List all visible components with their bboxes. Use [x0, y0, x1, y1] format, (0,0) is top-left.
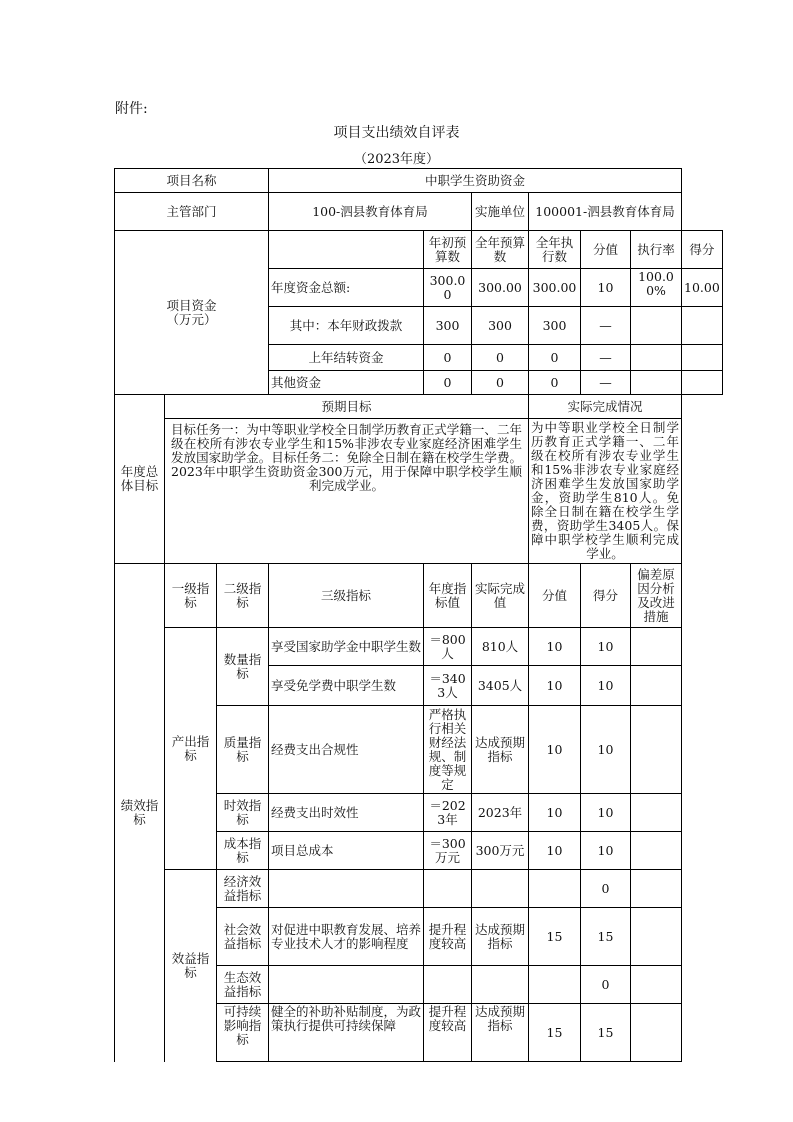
evaluation-table — [114, 168, 723, 1062]
funds-row-carryover-annual: 0 — [472, 345, 529, 371]
funds-header-executed: 全年执行数 — [529, 231, 581, 269]
perf-row-name: 对促进中职教育发展、培养专业技术人才的影响程度 — [269, 908, 424, 966]
perf-row-name: 享受免学费中职学生数 — [269, 666, 424, 706]
perf-row-score: 15 — [581, 1004, 631, 1062]
impl-unit-value: 100001-泗县教育体育局 — [529, 193, 682, 231]
funds-row-other-label: 其他资金 — [269, 371, 424, 395]
perf-row-actual: 达成预期指标 — [472, 1004, 529, 1062]
perf-row-weight: 10 — [529, 794, 581, 832]
funds-row-total-executed: 300.00 — [529, 269, 581, 307]
funds-header-weight: 分值 — [581, 231, 631, 269]
perf-header-level3: 三级指标 — [269, 564, 424, 628]
perf-row-target: 提升程度较高 — [424, 908, 472, 966]
perf-row-name: 享受国家助学金中职学生数 — [269, 628, 424, 666]
perf-row-reason — [631, 794, 682, 832]
perf-row-name: 项目总成本 — [269, 832, 424, 870]
page-title: 项目支出绩效自评表 — [333, 125, 460, 141]
funds-row-other-rate — [631, 371, 682, 395]
attachment-label: 附件: — [115, 101, 148, 117]
funds-row-fiscal-executed: 300 — [529, 307, 581, 345]
output-indicator-label: 产出指标 — [165, 628, 217, 870]
perf-row-target: ＝2023年 — [424, 794, 472, 832]
perf-header-target: 年度指标值 — [424, 564, 472, 628]
perf-row-target — [424, 870, 472, 908]
perf-row-weight: 15 — [529, 1004, 581, 1062]
expected-goal-text: 目标任务一：为中等职业学校全日制学历教育正式学籍一、二年级在校所有涉农专业学生和15%非涉农专业家庭经济困难学生发放国家助学金。目标任务二：免除全日制在籍在校学生学费。2023年中职学生资助资金300万元，用于保障中职学校学生顺利完成学业。 — [165, 419, 529, 564]
ecological-indicator-label: 生态效益指标 — [217, 966, 269, 1004]
expected-goal-header: 预期目标 — [165, 395, 529, 419]
perf-row-score: 10 — [581, 706, 631, 794]
perf-row-score: 0 — [581, 966, 631, 1004]
funds-row-other-weight: — — [581, 371, 631, 395]
project-funds-text: 项目资金 （万元） — [166, 297, 217, 327]
year-subtitle: （2023年度） — [353, 152, 440, 167]
perf-header-score: 得分 — [581, 564, 631, 628]
perf-row-weight — [529, 870, 581, 908]
funds-row-other-executed: 0 — [529, 371, 581, 395]
perf-row-actual: 2023年 — [472, 794, 529, 832]
annual-goals-label: 年度总体目标 — [115, 395, 165, 564]
funds-row-other-initial: 0 — [424, 371, 472, 395]
perf-row-score: 10 — [581, 832, 631, 870]
perf-row-target: ＝3403人 — [424, 666, 472, 706]
perf-header-level1: 一级指标 — [165, 564, 217, 628]
perf-row-weight: 10 — [529, 666, 581, 706]
perf-row-actual: 810人 — [472, 628, 529, 666]
perf-row-weight: 10 — [529, 706, 581, 794]
funds-row-carryover-score — [682, 345, 723, 371]
funds-header-annual: 全年预算数 — [472, 231, 529, 269]
funds-row-fiscal-annual: 300 — [472, 307, 529, 345]
funds-row-carryover-weight: — — [581, 345, 631, 371]
perf-row-weight: 15 — [529, 908, 581, 966]
perf-header-actual: 实际完成值 — [472, 564, 529, 628]
perf-row-reason — [631, 1004, 682, 1062]
funds-row-total-weight: 10 — [581, 269, 631, 307]
benefit-indicator-label: 效益指标 — [165, 870, 217, 1062]
funds-row-fiscal-weight: — — [581, 307, 631, 345]
perf-row-weight — [529, 966, 581, 1004]
perf-row-name: 经费支出时效性 — [269, 794, 424, 832]
economic-indicator-label: 经济效益指标 — [217, 870, 269, 908]
perf-header-level2: 二级指标 — [217, 564, 269, 628]
perf-row-target: ＝300万元 — [424, 832, 472, 870]
funds-row-total-rate: 100.00% — [631, 269, 682, 307]
perf-row-score: 10 — [581, 666, 631, 706]
timeliness-indicator-label: 时效指标 — [217, 794, 269, 832]
funds-header-initial: 年初预算数 — [424, 231, 472, 269]
actual-completion-header: 实际完成情况 — [529, 395, 682, 419]
perf-row-reason — [631, 628, 682, 666]
perf-row-reason — [631, 666, 682, 706]
perf-row-actual: 300万元 — [472, 832, 529, 870]
perf-row-actual: 3405人 — [472, 666, 529, 706]
perf-row-actual — [472, 870, 529, 908]
funds-header-blank — [269, 231, 424, 269]
perf-row-score: 10 — [581, 794, 631, 832]
social-indicator-label: 社会效益指标 — [217, 908, 269, 966]
funds-row-total-annual: 300.00 — [472, 269, 529, 307]
perf-row-reason — [631, 966, 682, 1004]
funds-row-carryover-label: 上年结转资金 — [269, 345, 424, 371]
perf-header-reason: 偏差原因分析及改进措施 — [631, 564, 682, 628]
perf-row-reason — [631, 908, 682, 966]
funds-row-fiscal-initial: 300 — [424, 307, 472, 345]
perf-row-target — [424, 966, 472, 1004]
impl-unit-label: 实施单位 — [472, 193, 529, 231]
perf-row-target: 提升程度较高 — [424, 1004, 472, 1062]
perf-row-score: 0 — [581, 870, 631, 908]
funds-header-score: 得分 — [682, 231, 723, 269]
perf-row-name — [269, 870, 424, 908]
perf-row-actual — [472, 966, 529, 1004]
perf-row-name: 健全的补助补贴制度，为政策执行提供可持续保障 — [269, 1004, 424, 1062]
funds-row-fiscal-label: 其中：本年财政拨款 — [269, 307, 424, 345]
funds-row-other-score — [682, 371, 723, 395]
funds-header-rate: 执行率 — [631, 231, 682, 269]
dept-label: 主管部门 — [115, 193, 269, 231]
funds-row-total-label: 年度资金总额: — [269, 269, 424, 307]
cost-indicator-label: 成本指标 — [217, 832, 269, 870]
funds-row-fiscal-rate — [631, 307, 682, 345]
funds-row-fiscal-score — [682, 307, 723, 345]
funds-row-total-score: 10.00 — [682, 269, 723, 307]
perf-row-score: 10 — [581, 628, 631, 666]
dept-value: 100-泗县教育体育局 — [269, 193, 472, 231]
perf-row-weight: 10 — [529, 628, 581, 666]
perf-row-actual: 达成预期指标 — [472, 706, 529, 794]
performance-indicators-label: 绩效指标 — [115, 564, 165, 1062]
perf-row-reason — [631, 832, 682, 870]
perf-row-reason — [631, 870, 682, 908]
perf-row-actual: 达成预期指标 — [472, 908, 529, 966]
funds-row-carryover-executed: 0 — [529, 345, 581, 371]
project-funds-label — [115, 231, 269, 395]
perf-row-reason — [631, 706, 682, 794]
quality-indicator-label: 质量指标 — [217, 706, 269, 794]
funds-row-carryover-initial: 0 — [424, 345, 472, 371]
project-name-value: 中职学生资助资金 — [269, 169, 682, 193]
quantity-indicator-label: 数量指标 — [217, 628, 269, 706]
perf-row-weight: 10 — [529, 832, 581, 870]
actual-completion-text: 为中等职业学校全日制学历教育正式学籍一、二年级在校所有涉农专业学生和15%非涉农专业家庭经济困难学生发放国家助学金，资助学生810人。免除全日制在籍在校学生学费，资助学生3405人。保障中职学校学生顺利完成学业。 — [529, 419, 682, 564]
perf-row-name: 经费支出合规性 — [269, 706, 424, 794]
funds-row-carryover-rate — [631, 345, 682, 371]
funds-row-total-initial: 300.00 — [424, 269, 472, 307]
perf-row-score: 15 — [581, 908, 631, 966]
perf-header-weight: 分值 — [529, 564, 581, 628]
perf-row-target: ＝800人 — [424, 628, 472, 666]
sustainable-indicator-label: 可持续影响指标 — [217, 1004, 269, 1062]
project-name-label: 项目名称 — [115, 169, 269, 193]
perf-row-name — [269, 966, 424, 1004]
funds-row-other-annual: 0 — [472, 371, 529, 395]
perf-row-target: 严格执行相关财经法规、制度等规定 — [424, 706, 472, 794]
